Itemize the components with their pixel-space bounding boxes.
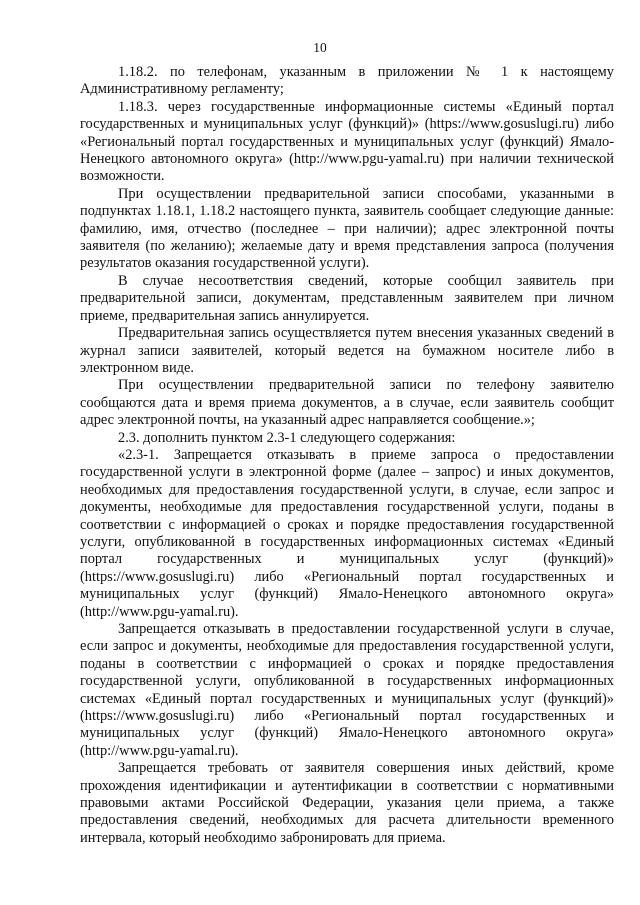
page-number: 10 bbox=[313, 40, 327, 55]
document-body bbox=[80, 64, 614, 847]
paragraph-appointment-data: При осуществлении предварительной записи способами, указанными в подпунктах 1.18.1, 1.18.2 настоящего пункта, заявитель сообщает следующие данные: фамилию, имя, отчество (последнее – при наличии); адрес электронной почты заявителя (по желанию); желаемые дату и время представления запроса (получения результатов оказания государственной услуги). bbox=[80, 185, 614, 272]
paragraph-actions-prohibition: Запрещается требовать от заявителя совершения иных действий, кроме прохождения идентификации и аутентификации в соответствии с нормативными правовыми актами Российской Федерации, указания цели приема, а также предоставления сведений, необходимых для расчета длительности временного интервала, который необходимо забронировать для приема. bbox=[80, 760, 614, 846]
paragraph-journal: Предварительная запись осуществляется путем внесения указанных сведений в журнал записи заявителей, который ведется на бумажном носителе либо в электронном виде. bbox=[80, 325, 614, 376]
paragraph-mismatch: В случае несоответствия сведений, которые сообщил заявитель при предварительной записи, документам, представленным заявителем при личном приеме, предварительная запись аннулируется. bbox=[80, 272, 614, 324]
paragraph-phone-booking: При осуществлении предварительной записи по телефону заявителю сообщаются дата и время приема документов, а в случае, если заявитель сообщит адрес электронной почты, на указанный адрес направляется сообщение.»; bbox=[80, 377, 614, 429]
paragraph-2-3-1: «2.3-1. Запрещается отказывать в приеме запроса о предоставлении государственной услуги в электронной форме (далее – запрос) и иных документов, необходимых для предоставления государственной услуги, в случае, если запрос и документы, необходимые для предоставления государственной услуги, поданы в соответствии с информацией о сроках и порядке предоставления государственной услуги, опубликованной в государственных информационных системах «Единый портал государственных и муниципальных услуг (функций)» (https://www.gosuslugi.ru) либо «Региональный портал государственных и муниципальных услуг (функций) Ямало-Ненецкого автономного округа» (http://www.pgu-yamal.ru). bbox=[80, 446, 614, 620]
paragraph-refusal-prohibition: Запрещается отказывать в предоставлении государственной услуги в случае, если запрос и документы, необходимые для предоставления государственной услуги, поданы в соответствии с информацией о сроках и порядке предоставления государственной услуги, опубликованной в государственных информационных системах «Единый портал государственных и муниципальных услуг (функций)» (https://www.gosuslugi.ru) либо «Региональный портал государственных и муниципальных услуг (функций) Ямало-Ненецкого автономного округа» (http://www.pgu-yamal.ru). bbox=[80, 621, 614, 759]
paragraph-2-3: 2.3. дополнить пунктом 2.3-1 следующего содержания: bbox=[118, 429, 456, 446]
paragraph-1-18-3: 1.18.3. через государственные информационные системы «Единый портал государственных и муниципальных услуг (функций)» (https://www.gosuslugi.ru) либо «Региональный портал государственных и муниципальных услуг (функций) Ямало-Ненецкого автономного округа» (http://www.pgu-yamal.ru) при наличии технической возможности. bbox=[80, 98, 614, 185]
paragraph-1-18-2: 1.18.2. по телефонам, указанным в приложении № 1 к настоящему Административному регламенту; bbox=[80, 64, 614, 98]
